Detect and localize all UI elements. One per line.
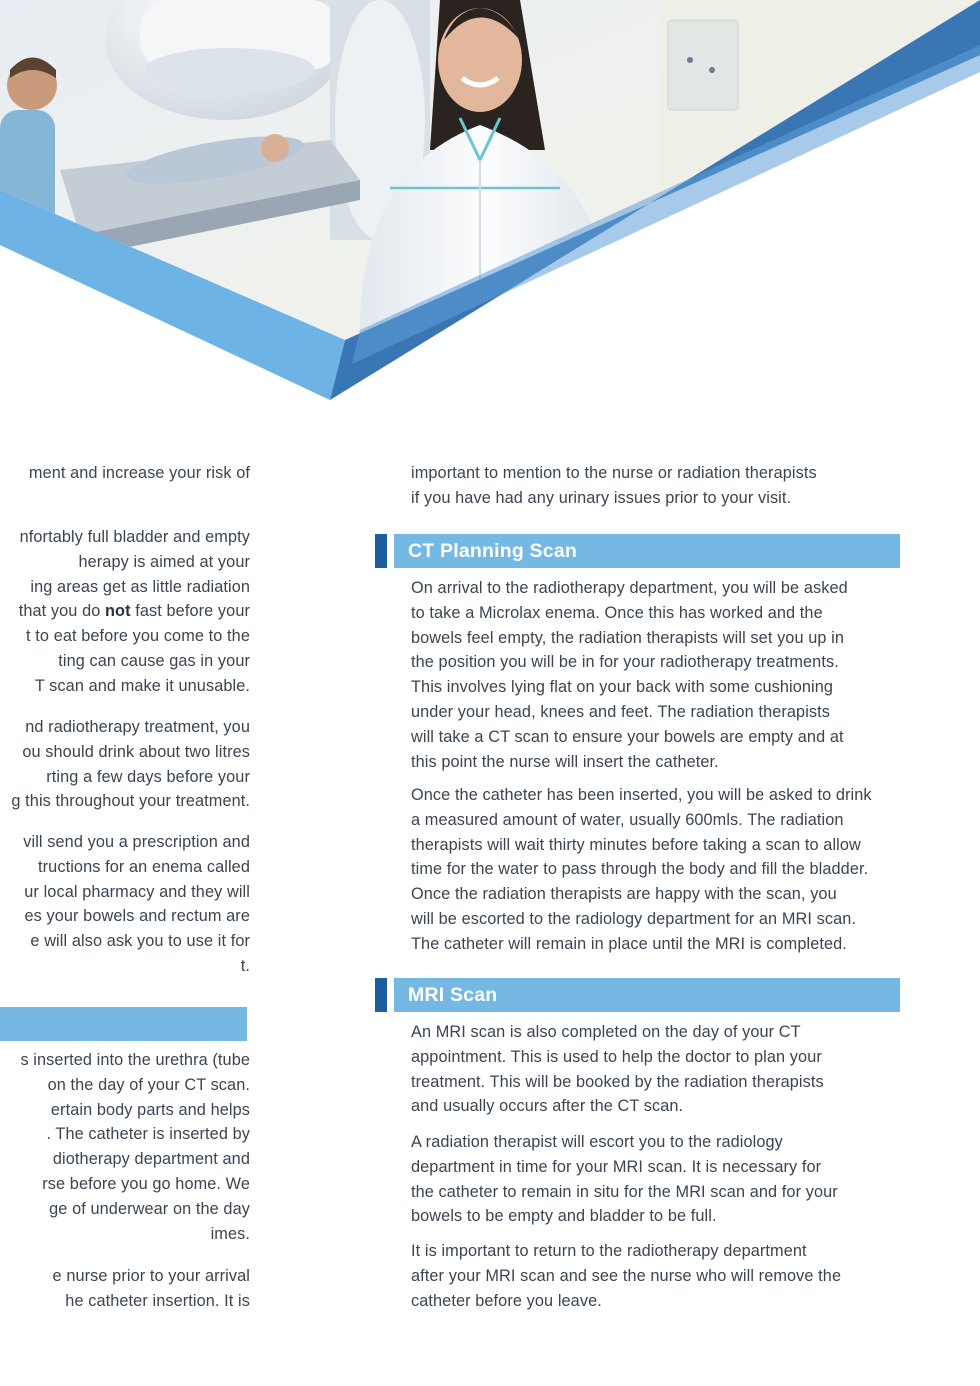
text-line: ou should drink about two litres — [22, 742, 250, 761]
text-line: tructions for an enema called — [38, 857, 250, 876]
left-paragraph-3 — [11, 715, 250, 814]
intro-paragraph — [411, 461, 817, 511]
text-line: It is important to return to the radiotherapy department — [411, 1242, 807, 1260]
text-line: catheter before you leave. — [411, 1291, 602, 1310]
left-section-heading-bar — [0, 1007, 247, 1041]
text-line: ment and increase your risk of — [28, 464, 250, 482]
mri-paragraph-3 — [411, 1239, 841, 1313]
left-paragraph-6 — [53, 1264, 250, 1314]
text-line: diotherapy department and — [52, 1150, 250, 1169]
text-line: vill send you a prescription and — [23, 833, 250, 851]
text-line: will take a CT scan to ensure your bowels are empty and at — [411, 727, 844, 746]
text-line: A radiation therapist will escort you to the radiology — [411, 1133, 783, 1151]
text-line: Once the radiation therapists are happy with the scan, you — [411, 885, 837, 904]
text-line: important to mention to the nurse or radiation therapists — [411, 464, 817, 482]
text-line: after your MRI scan and see the nurse who will remove the — [411, 1266, 842, 1285]
text-line: s inserted into the urethra (tube — [20, 1051, 250, 1069]
left-column — [0, 0, 252, 1386]
text-line: ge of underwear on the day — [49, 1199, 250, 1218]
text-line: a measured amount of water, usually 600mls. The radiation — [411, 810, 844, 829]
text-line: under your head, knees and feet. The radiation therapists — [411, 702, 831, 721]
text-line: t. — [240, 956, 250, 975]
text-line: ur local pharmacy and they will — [24, 882, 250, 901]
text-line: and usually occurs after the CT scan. — [411, 1097, 684, 1116]
text-line: time for the water to pass through the body and fill the bladder. — [411, 860, 869, 879]
text-line: imes. — [210, 1224, 250, 1243]
text-line: herapy is aimed at your — [78, 552, 250, 571]
text-line: he catheter insertion. It is — [65, 1291, 250, 1310]
text-line: on the day of your CT scan. — [47, 1075, 250, 1094]
mri-paragraph-2 — [411, 1130, 838, 1229]
text-line: An MRI scan is also completed on the day of your CT — [411, 1023, 801, 1041]
text-line: e nurse prior to your arrival — [52, 1267, 250, 1285]
text-line: the position you will be in for your radiotherapy treatments. — [411, 653, 839, 672]
text-line: ing areas get as little radiation — [30, 577, 250, 596]
mri-paragraph-1 — [411, 1020, 824, 1119]
text-line: es your bowels and rectum are — [24, 907, 250, 926]
text-line: The catheter will remain in place until the MRI is completed. — [411, 934, 847, 953]
text-line: if you have had any urinary issues prior to your visit. — [411, 488, 792, 507]
text-line: nd radiotherapy treatment, you — [25, 718, 250, 736]
text-line: to take a Microlax enema. Once this has worked and the — [411, 603, 823, 622]
text-line: appointment. This is used to help the doctor to plan your — [411, 1047, 822, 1066]
text-line: therapists will wait thirty minutes before taking a scan to allow — [411, 835, 861, 854]
text-line: this point the nurse will insert the catheter. — [411, 752, 719, 771]
left-paragraph-4 — [23, 830, 250, 979]
text-line: bowels to be empty and bladder to be full. — [411, 1207, 717, 1226]
text-line: t to eat before you come to the — [26, 627, 250, 646]
text-line: treatment. This will be booked by the radiation therapists — [411, 1072, 824, 1091]
text-line: ertain body parts and helps — [50, 1100, 250, 1119]
left-paragraph-1 — [29, 461, 250, 486]
text-line: e will also ask you to use it for — [30, 932, 250, 951]
emphasis: not — [105, 602, 131, 621]
left-paragraph-5 — [20, 1048, 250, 1246]
text-line: ting can cause gas in your — [58, 651, 250, 670]
text-line: This involves lying flat on your back with some cushioning — [411, 678, 834, 697]
ct-paragraph-1 — [411, 576, 848, 774]
text-line: Once the catheter has been inserted, you will be asked to drink — [411, 786, 872, 804]
mri-heading-accent — [375, 978, 387, 1012]
text-line: bowels feel empty, the radiation therapists will set you up in — [411, 628, 845, 647]
text-line: rting a few days before your — [46, 767, 250, 786]
text-line: . The catheter is inserted by — [46, 1125, 250, 1144]
mri-section-heading — [394, 978, 900, 1012]
text-line: rse before you go home. We — [42, 1174, 250, 1193]
text-line: nfortably full bladder and empty — [19, 528, 250, 546]
text-line: the catheter to remain in situ for the MRI scan and for your — [411, 1182, 838, 1201]
text-line: will be escorted to the radiology department for an MRI scan. — [411, 909, 857, 928]
ct-heading-accent — [375, 534, 387, 568]
ct-paragraph-2 — [411, 783, 872, 957]
right-column — [370, 0, 910, 1386]
text-line: T scan and make it unusable. — [34, 676, 250, 695]
text-line: that you do not fast before your — [18, 602, 250, 621]
ct-section-heading — [394, 534, 900, 568]
ct-heading-title: CT Planning Scan — [408, 540, 577, 562]
text-line: g this throughout your treatment. — [11, 792, 250, 811]
left-paragraph-2 — [19, 525, 250, 699]
text-line: On arrival to the radiotherapy department, you will be asked — [411, 579, 848, 597]
text-line: department in time for your MRI scan. It is necessary for — [411, 1157, 822, 1176]
mri-heading-title: MRI Scan — [408, 984, 498, 1006]
